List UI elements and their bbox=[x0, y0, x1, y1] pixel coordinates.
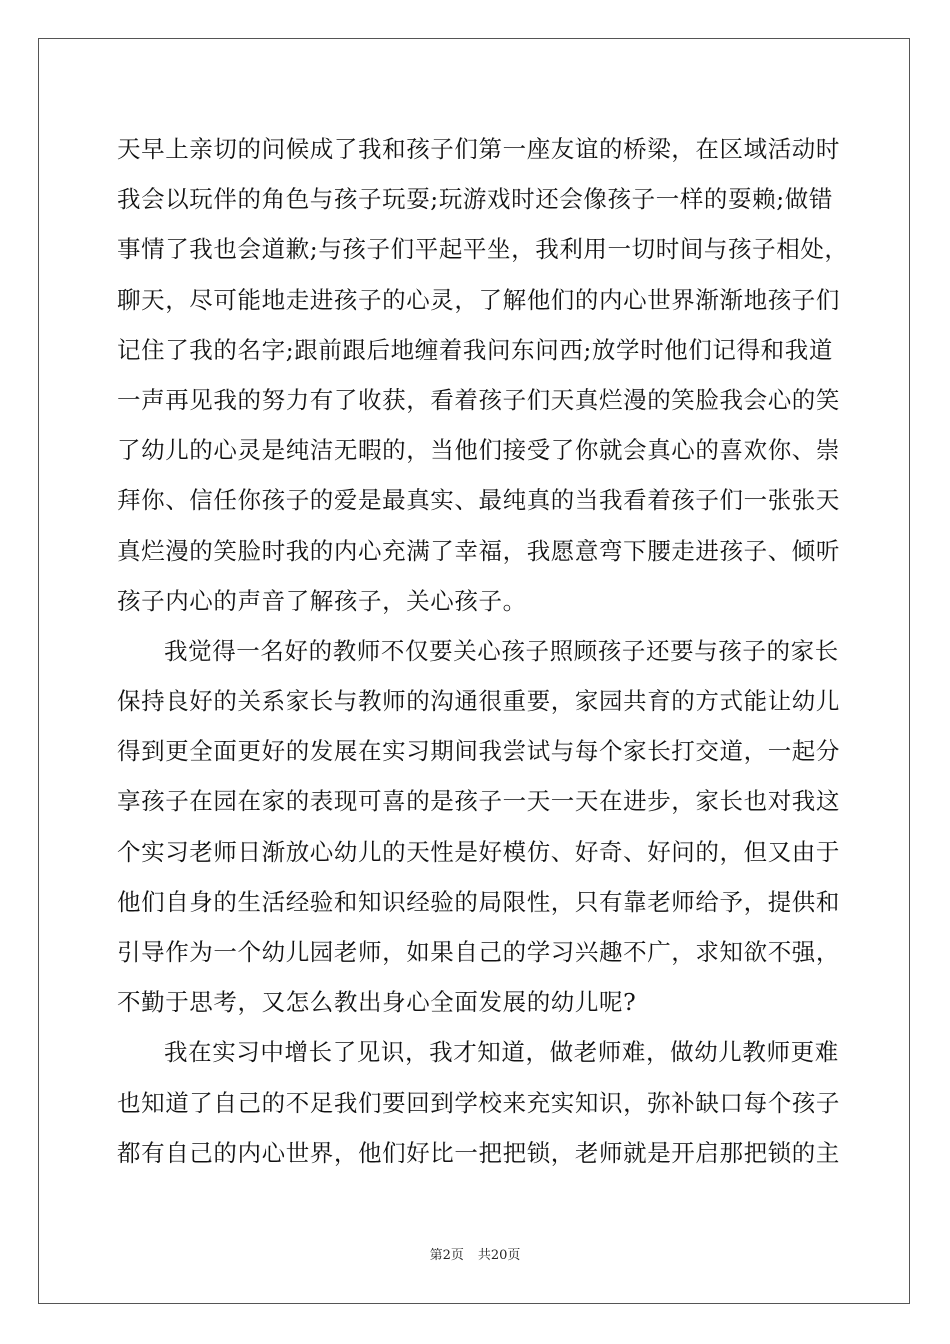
text-line: 事情了我也会道歉;与孩子们平起平坐，我利用一切时间与孩子相处， bbox=[117, 235, 849, 264]
text-line: 引导作为一个幼儿园老师，如果自己的学习兴趣不广，求知欲不强， bbox=[117, 938, 840, 966]
paragraph-first-line: 我在实习中增长了见识，我才知道，做老师难，做幼儿教师更难 bbox=[164, 1038, 839, 1067]
text-line: 孩子内心的声音了解孩子，关心孩子。 bbox=[117, 586, 527, 615]
text-line: 真烂漫的笑脸时我的内心充满了幸福，我愿意弯下腰走进孩子、倾听 bbox=[117, 536, 840, 565]
text-line: 不勤于思考，又怎么教出身心全面发展的幼儿呢? bbox=[117, 988, 637, 1017]
text-line: 了幼儿的心灵是纯洁无暇的，当他们接受了你就会真心的喜欢你、崇 bbox=[117, 436, 840, 465]
page-footer bbox=[0, 1244, 950, 1263]
text-line: 保持良好的关系家长与教师的沟通很重要，家园共育的方式能让幼儿 bbox=[117, 687, 840, 716]
text-line: 我会以玩伴的角色与孩子玩耍;玩游戏时还会像孩子一样的耍赖;做错 bbox=[117, 185, 833, 214]
text-line: 天早上亲切的问候成了我和孩子们第一座友谊的桥梁，在区域活动时 bbox=[117, 135, 840, 163]
document-body bbox=[117, 124, 849, 1178]
page-total: 共20页 bbox=[477, 1248, 521, 1263]
text-line: 拜你、信任你孩子的爱是最真实、最纯真的当我看着孩子们一张张天 bbox=[117, 486, 840, 515]
text-line: 记住了我的名字;跟前跟后地缠着我问东问西;放学时他们记得和我道 bbox=[117, 335, 833, 364]
text-line: 都有自己的内心世界，他们好比一把把锁，老师就是开启那把锁的主 bbox=[117, 1138, 840, 1167]
text-line: 得到更全面更好的发展在实习期间我尝试与每个家长打交道，一起分 bbox=[117, 737, 840, 766]
text-line: 也知道了自己的不足我们要回到学校来充实知识，弥补缺口每个孩子 bbox=[117, 1088, 840, 1117]
page-number: 第2页 bbox=[429, 1248, 464, 1263]
text-line: 一声再见我的努力有了收获，看着孩子们天真烂漫的笑脸我会心的笑 bbox=[117, 385, 840, 414]
paragraph-first-line: 我觉得一名好的教师不仅要关心孩子照顾孩子还要与孩子的家长 bbox=[164, 636, 839, 665]
text-line: 聊天，尽可能地走进孩子的心灵，了解他们的内心世界渐渐地孩子们 bbox=[117, 285, 840, 314]
text-line: 个实习老师日渐放心幼儿的天性是好模仿、好奇、好问的，但又由于 bbox=[117, 837, 840, 866]
text-line: 享孩子在园在家的表现可喜的是孩子一天一天在进步，家长也对我这 bbox=[117, 787, 840, 816]
text-line: 他们自身的生活经验和知识经验的局限性，只有靠老师给予，提供和 bbox=[117, 887, 840, 916]
